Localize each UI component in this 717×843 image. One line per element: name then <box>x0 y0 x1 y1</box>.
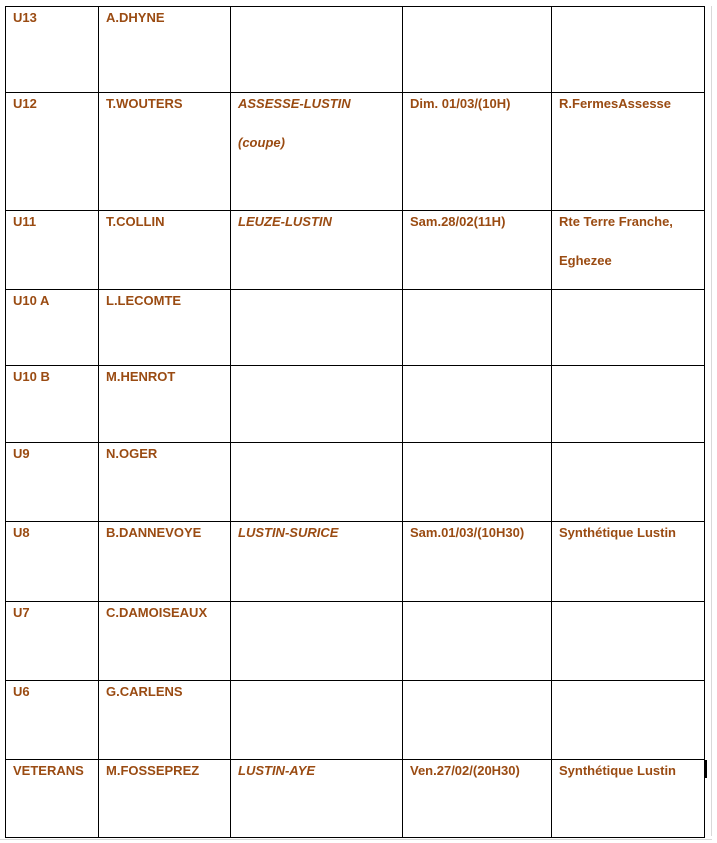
venue-cell[interactable] <box>552 522 705 602</box>
table-row <box>6 522 705 602</box>
venue-text: Eghezee <box>559 253 612 268</box>
coach-cell[interactable] <box>99 7 231 93</box>
match-cell[interactable] <box>231 443 403 522</box>
coach-cell[interactable] <box>99 290 231 366</box>
coach-cell[interactable] <box>99 443 231 522</box>
venue-cell[interactable] <box>552 93 705 211</box>
venue-cell[interactable] <box>552 443 705 522</box>
category-cell[interactable] <box>6 7 99 93</box>
datetime-cell[interactable] <box>403 443 552 522</box>
table-row <box>6 366 705 443</box>
coach-text: T.WOUTERS <box>106 96 183 111</box>
coach-text: L.LECOMTE <box>106 293 182 308</box>
match-cell[interactable] <box>231 681 403 760</box>
venue-text: R.FermesAssesse <box>559 96 672 111</box>
coach-cell[interactable] <box>99 93 231 211</box>
coach-text: C.DAMOISEAUX <box>106 605 208 620</box>
venue-text: Rte Terre Franche, <box>559 214 673 229</box>
venue-cell[interactable] <box>552 681 705 760</box>
coach-text: M.HENROT <box>106 369 176 384</box>
category-text: U12 <box>13 96 37 111</box>
coach-cell[interactable] <box>99 366 231 443</box>
datetime-cell[interactable] <box>403 681 552 760</box>
table-row <box>6 93 705 211</box>
datetime-text: Sam.28/02(11H) <box>410 214 506 229</box>
datetime-cell[interactable] <box>403 366 552 443</box>
venue-text: Synthétique Lustin <box>559 763 676 778</box>
coach-cell[interactable] <box>99 681 231 760</box>
table-row <box>6 290 705 366</box>
text-cursor <box>705 760 707 778</box>
category-cell[interactable] <box>6 93 99 211</box>
datetime-text: Ven.27/02/(20H30) <box>410 763 520 778</box>
match-cell[interactable] <box>231 290 403 366</box>
coach-text: T.COLLIN <box>106 214 165 229</box>
category-text: U13 <box>13 10 37 25</box>
table-row <box>6 681 705 760</box>
coach-cell[interactable] <box>99 522 231 602</box>
category-cell[interactable] <box>6 443 99 522</box>
category-cell[interactable] <box>6 681 99 760</box>
datetime-cell[interactable] <box>403 760 552 838</box>
coach-text: M.FOSSEPREZ <box>106 763 200 778</box>
datetime-text: Sam.01/03/(10H30) <box>410 525 525 540</box>
venue-text: Synthétique Lustin <box>559 525 676 540</box>
match-cell[interactable] <box>231 366 403 443</box>
match-schedule-table <box>5 6 705 838</box>
datetime-cell[interactable] <box>403 522 552 602</box>
table-row <box>6 443 705 522</box>
coach-cell[interactable] <box>99 602 231 681</box>
category-text: U9 <box>13 446 30 461</box>
venue-cell[interactable] <box>552 602 705 681</box>
category-text: U7 <box>13 605 30 620</box>
venue-cell[interactable] <box>552 7 705 93</box>
datetime-cell[interactable] <box>403 290 552 366</box>
category-cell[interactable] <box>6 366 99 443</box>
table-row <box>6 760 705 838</box>
match-cell[interactable] <box>231 211 403 290</box>
table-row <box>6 602 705 681</box>
match-text: (coupe) <box>238 135 285 150</box>
coach-text: N.OGER <box>106 446 158 461</box>
match-text: LUSTIN-AYE <box>238 763 316 778</box>
datetime-text: Dim. 01/03/(10H) <box>410 96 511 111</box>
match-text: LUSTIN-SURICE <box>238 525 339 540</box>
coach-cell[interactable] <box>99 211 231 290</box>
category-cell[interactable] <box>6 211 99 290</box>
coach-text: B.DANNEVOYE <box>106 525 202 540</box>
match-cell[interactable] <box>231 93 403 211</box>
page-edge-bottom <box>0 839 712 840</box>
datetime-cell[interactable] <box>403 602 552 681</box>
match-cell[interactable] <box>231 602 403 681</box>
venue-cell[interactable] <box>552 211 705 290</box>
match-cell[interactable] <box>231 760 403 838</box>
coach-cell[interactable] <box>99 760 231 838</box>
category-text: U11 <box>13 214 37 229</box>
table-row <box>6 7 705 93</box>
datetime-cell[interactable] <box>403 211 552 290</box>
datetime-cell[interactable] <box>403 93 552 211</box>
page-edge-right <box>711 6 712 836</box>
coach-text: G.CARLENS <box>106 684 183 699</box>
schedule-body <box>6 7 705 838</box>
venue-cell[interactable] <box>552 290 705 366</box>
match-cell[interactable] <box>231 522 403 602</box>
match-cell[interactable] <box>231 7 403 93</box>
match-text: LEUZE-LUSTIN <box>238 214 332 229</box>
category-cell[interactable] <box>6 290 99 366</box>
category-cell[interactable] <box>6 602 99 681</box>
venue-cell[interactable] <box>552 760 705 838</box>
category-text: U6 <box>13 684 30 699</box>
venue-cell[interactable] <box>552 366 705 443</box>
category-text: VETERANS <box>13 763 84 778</box>
category-cell[interactable] <box>6 760 99 838</box>
category-text: U8 <box>13 525 30 540</box>
match-text: ASSESSE-LUSTIN <box>238 96 351 111</box>
category-text: U10 A <box>13 293 50 308</box>
category-text: U10 B <box>13 369 50 384</box>
table-row <box>6 211 705 290</box>
coach-text: A.DHYNE <box>106 10 165 25</box>
category-cell[interactable] <box>6 522 99 602</box>
datetime-cell[interactable] <box>403 7 552 93</box>
